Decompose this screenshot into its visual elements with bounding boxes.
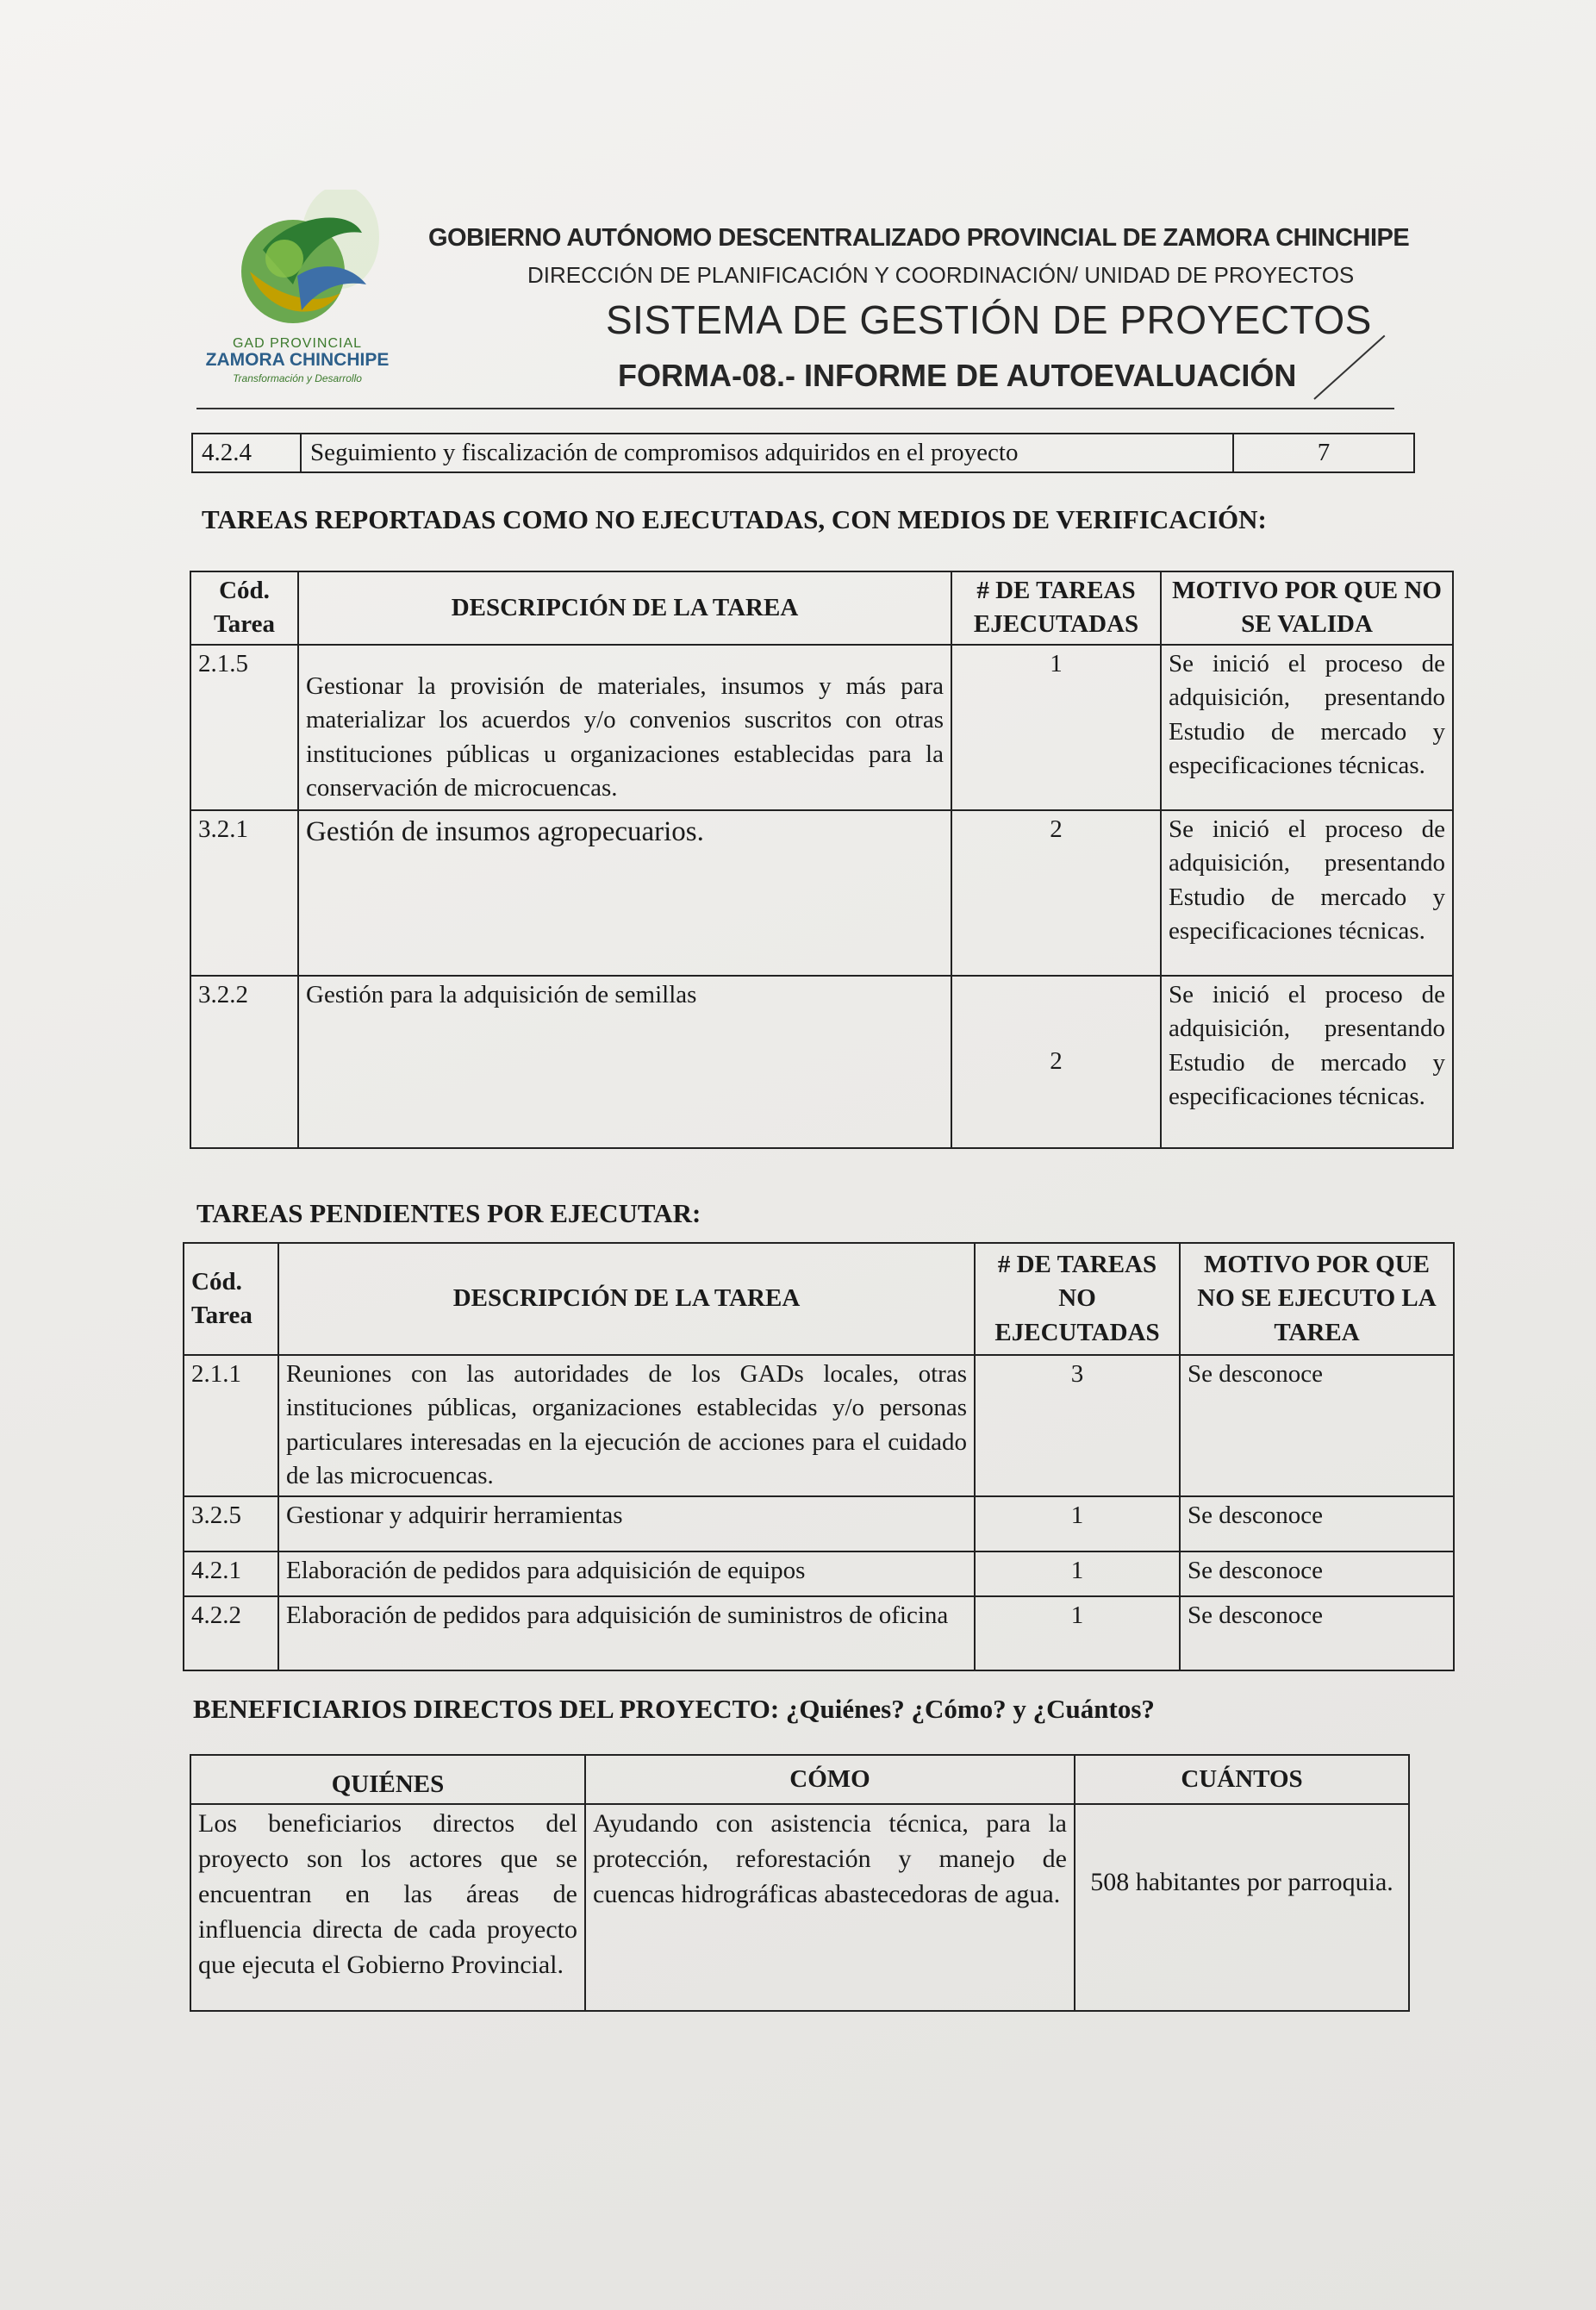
col-header-how-many: CUÁNTOS xyxy=(1075,1755,1409,1804)
task-count: 1 xyxy=(951,645,1161,810)
task-count: 3 xyxy=(975,1355,1180,1496)
carryover-row-table xyxy=(191,433,1415,473)
task-count: 1 xyxy=(975,1596,1180,1670)
col-header-code: Cód. Tarea xyxy=(190,571,298,645)
table-row xyxy=(184,1496,1454,1551)
col-header-count: # DE TAREAS NO EJECUTADAS xyxy=(975,1243,1180,1355)
task-count: 7 xyxy=(1233,434,1414,472)
beneficiaries-how-many: 508 habitantes por parroquia. xyxy=(1075,1804,1409,2011)
gad-logo xyxy=(198,190,396,388)
task-reason: Se desconoce xyxy=(1180,1496,1454,1551)
table-header-row xyxy=(190,1755,1409,1804)
section-title-beneficiaries: BENEFICIARIOS DIRECTOS DEL PROYECTO: ¿Quiénes? ¿Cómo? y ¿Cuántos? xyxy=(193,1694,1155,1724)
logo-text-line3: Transformación y Desarrollo xyxy=(233,372,362,384)
unit-title: DIRECCIÓN DE PLANIFICACIÓN Y COORDINACIÓN/ UNIDAD DE PROYECTOS xyxy=(527,262,1355,288)
col-header-who: QUIÉNES xyxy=(190,1755,585,1804)
task-reason: Se desconoce xyxy=(1180,1355,1454,1496)
task-code: 2.1.5 xyxy=(190,645,298,810)
table-row xyxy=(190,810,1453,976)
section-title-pending: TAREAS PENDIENTES POR EJECUTAR: xyxy=(196,1198,701,1228)
col-header-count: # DE TAREAS EJECUTADAS xyxy=(951,571,1161,645)
col-header-description: DESCRIPCIÓN DE LA TAREA xyxy=(278,1243,975,1355)
task-description: Gestionar la provisión de materiales, insumos y más para materializar los acuerdos y/o convenios suscritos con otras instituciones públicas u organizaciones establecidas para la conservación de microcuencas. xyxy=(298,645,951,810)
task-count: 1 xyxy=(975,1496,1180,1551)
table-row xyxy=(184,1355,1454,1496)
task-description: Seguimiento y fiscalización de compromisos adquiridos en el proyecto xyxy=(301,434,1233,472)
task-code: 3.2.2 xyxy=(190,976,298,1148)
table-row xyxy=(184,1596,1454,1670)
table-row xyxy=(190,645,1453,810)
leaf-globe-icon xyxy=(211,190,383,336)
task-description: Gestionar y adquirir herramientas xyxy=(278,1496,975,1551)
task-description: Gestión para la adquisición de semillas xyxy=(298,976,951,1148)
task-code: 3.2.1 xyxy=(190,810,298,976)
task-code: 2.1.1 xyxy=(184,1355,278,1496)
task-description: Reuniones con las autoridades de los GADs locales, otras instituciones públicas, organizaciones establecidas y/o personas particulares interesadas en la ejecución de acciones para el cuidado de las microcuencas. xyxy=(278,1355,975,1496)
task-code: 4.2.4 xyxy=(192,434,301,472)
header-divider xyxy=(196,408,1394,409)
table-header-row xyxy=(190,571,1453,645)
org-title: GOBIERNO AUTÓNOMO DESCENTRALIZADO PROVINCIAL DE ZAMORA CHINCHIPE xyxy=(428,224,1410,252)
table-row xyxy=(192,434,1414,472)
task-count: 2 xyxy=(951,976,1161,1148)
task-count: 2 xyxy=(951,810,1161,976)
task-description: Elaboración de pedidos para adquisición de equipos xyxy=(278,1551,975,1596)
col-header-how: CÓMO xyxy=(585,1755,1075,1804)
col-header-description: DESCRIPCIÓN DE LA TAREA xyxy=(298,571,951,645)
table-row xyxy=(190,1804,1409,2011)
task-code: 4.2.2 xyxy=(184,1596,278,1670)
section-title-not-executed: TAREAS REPORTADAS COMO NO EJECUTADAS, CON MEDIOS DE VERIFICACIÓN: xyxy=(202,504,1267,534)
table-header-row xyxy=(184,1243,1454,1355)
handwritten-slash xyxy=(1313,335,1385,400)
task-reason: Se inició el proceso de adquisición, presentando Estudio de mercado y especificaciones técnicas. xyxy=(1161,645,1453,810)
task-description: Gestión de insumos agropecuarios. xyxy=(298,810,951,976)
beneficiaries-table xyxy=(190,1754,1410,2012)
logo-text-line1: GAD PROVINCIAL xyxy=(232,336,363,351)
pending-table xyxy=(183,1242,1455,1671)
beneficiaries-who: Los beneficiarios directos del proyecto son los actores que se encuentran en las áreas de influencia directa de cada proyecto que ejecuta el Gobierno Provincial. xyxy=(190,1804,585,2011)
not-executed-table xyxy=(190,571,1454,1149)
task-code: 3.2.5 xyxy=(184,1496,278,1551)
task-reason: Se inició el proceso de adquisición, presentando Estudio de mercado y especificaciones técnicas. xyxy=(1161,976,1453,1148)
task-reason: Se inició el proceso de adquisición, presentando Estudio de mercado y especificaciones técnicas. xyxy=(1161,810,1453,976)
task-code: 4.2.1 xyxy=(184,1551,278,1596)
task-reason: Se desconoce xyxy=(1180,1551,1454,1596)
task-count: 1 xyxy=(975,1551,1180,1596)
col-header-reason: MOTIVO POR QUE NO SE VALIDA xyxy=(1161,571,1453,645)
task-reason: Se desconoce xyxy=(1180,1596,1454,1670)
task-description: Elaboración de pedidos para adquisición de suministros de oficina xyxy=(278,1596,975,1670)
table-row xyxy=(190,976,1453,1148)
form-title: FORMA-08.- INFORME DE AUTOEVALUACIÓN xyxy=(618,358,1297,393)
col-header-reason: MOTIVO POR QUE NO SE EJECUTO LA TAREA xyxy=(1180,1243,1454,1355)
system-title: SISTEMA DE GESTIÓN DE PROYECTOS xyxy=(606,297,1372,342)
beneficiaries-how: Ayudando con asistencia técnica, para la protección, reforestación y manejo de cuencas hidrográficas abastecedoras de agua. xyxy=(585,1804,1075,2011)
table-row xyxy=(184,1551,1454,1596)
col-header-code: Cód. Tarea xyxy=(184,1243,278,1355)
logo-text-line2: ZAMORA CHINCHIPE xyxy=(205,350,390,370)
